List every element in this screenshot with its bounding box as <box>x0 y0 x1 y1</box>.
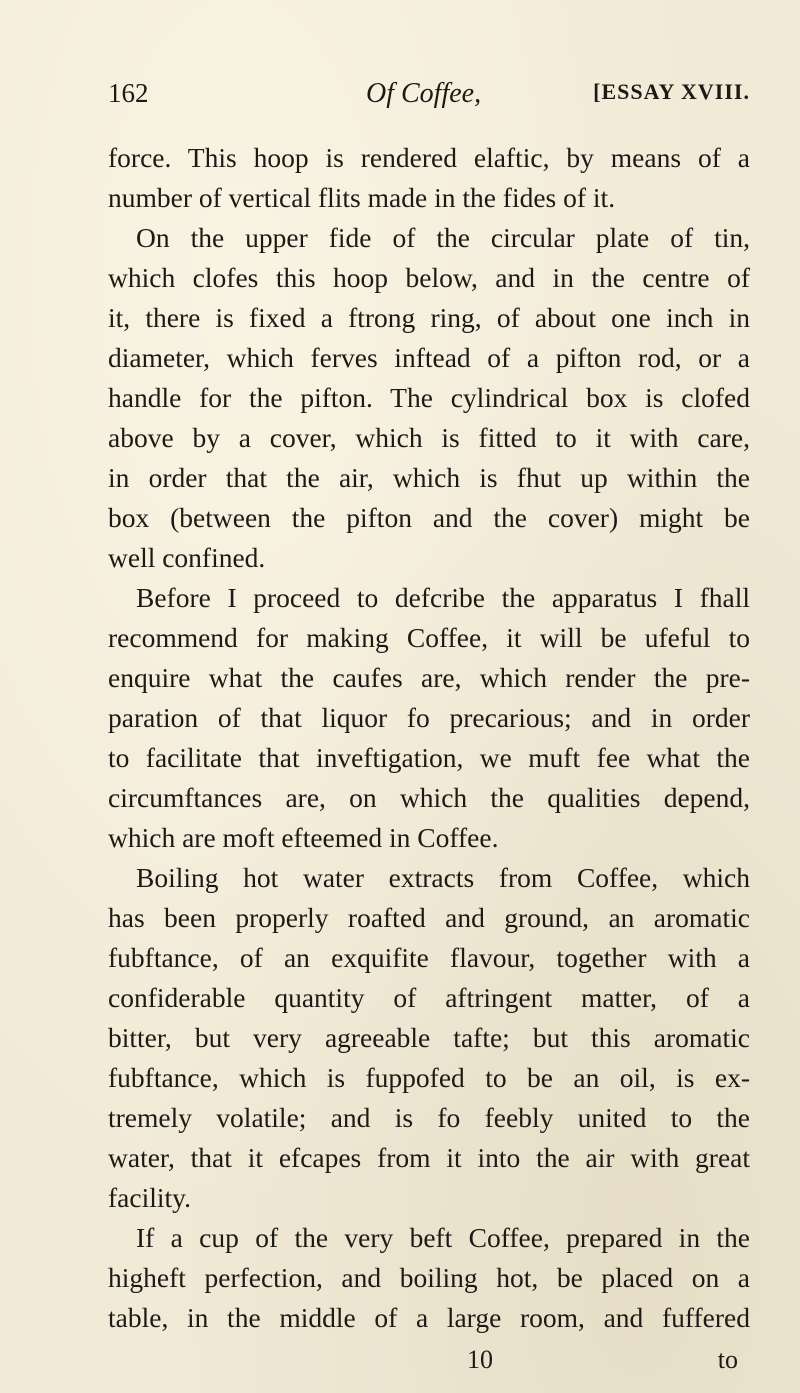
text-line: tremely volatile; and is fo feebly united to the <box>108 1102 750 1133</box>
paragraph-start-line: Before I proceed to defcribe the apparatus I fhall <box>136 582 750 613</box>
text-line: which clofes this hoop below, and in the centre of <box>108 262 750 293</box>
text-line: water, that it efcapes from it into the air with great <box>108 1142 750 1173</box>
paragraph-start-line: On the upper fide of the circular plate of tin, <box>136 222 750 253</box>
text-line: table, in the middle of a large room, and fuffered <box>108 1302 750 1333</box>
text-line: to facilitate that inveftigation, we muft fee what the <box>108 742 750 773</box>
essay-label: [ESSAY XVIII. <box>593 79 750 104</box>
paragraph-start-line: If a cup of the very beft Coffee, prepared in the <box>136 1222 750 1253</box>
body-text <box>108 138 750 1338</box>
text-line: number of vertical flits made in the fides of it. <box>108 182 616 213</box>
text-line: fubftance, which is fuppofed to be an oil, is ex- <box>108 1062 750 1093</box>
text-line: well confined. <box>108 542 266 573</box>
text-line: bitter, but very agreeable tafte; but this aromatic <box>108 1022 750 1053</box>
text-line: fubftance, of an exquifite flavour, together with a <box>108 942 750 973</box>
text-line: diameter, which ferves inftead of a pifton rod, or a <box>108 342 750 373</box>
text-line: it, there is fixed a ftrong ring, of about one inch in <box>108 302 750 333</box>
page-header <box>108 78 750 118</box>
text-line: recommend for making Coffee, it will be ufeful to <box>108 622 750 653</box>
text-line: handle for the pifton. The cylindrical box is clofed <box>108 382 750 413</box>
text-line: has been properly roafted and ground, an aromatic <box>108 902 750 933</box>
text-line: in order that the air, which is fhut up within the <box>108 462 750 493</box>
page-footer <box>108 1345 750 1381</box>
catchword: to <box>717 1345 738 1374</box>
text-line: higheft perfection, and boiling hot, be placed on a <box>108 1262 750 1293</box>
text-line: circumftances are, on which the qualities depend, <box>108 782 750 813</box>
text-line: above by a cover, which is fitted to it with care, <box>108 422 750 453</box>
text-line: enquire what the caufes are, which render the pre- <box>108 662 750 693</box>
text-line: facility. <box>108 1182 191 1213</box>
text-line: paration of that liquor fo precarious; and in order <box>108 702 750 733</box>
paragraph-start-line: Boiling hot water extracts from Coffee, which <box>136 862 750 893</box>
text-line: confiderable quantity of aftringent matter, of a <box>108 982 750 1013</box>
page-number: 162 <box>108 78 149 108</box>
signature-mark: 10 <box>467 1345 493 1374</box>
text-line: force. This hoop is rendered elaftic, by means of a <box>108 142 750 173</box>
text-line: which are moft efteemed in Coffee. <box>108 822 499 853</box>
text-line: box (between the pifton and the cover) might be <box>108 502 750 533</box>
running-title: Of Coffee, <box>366 78 482 109</box>
